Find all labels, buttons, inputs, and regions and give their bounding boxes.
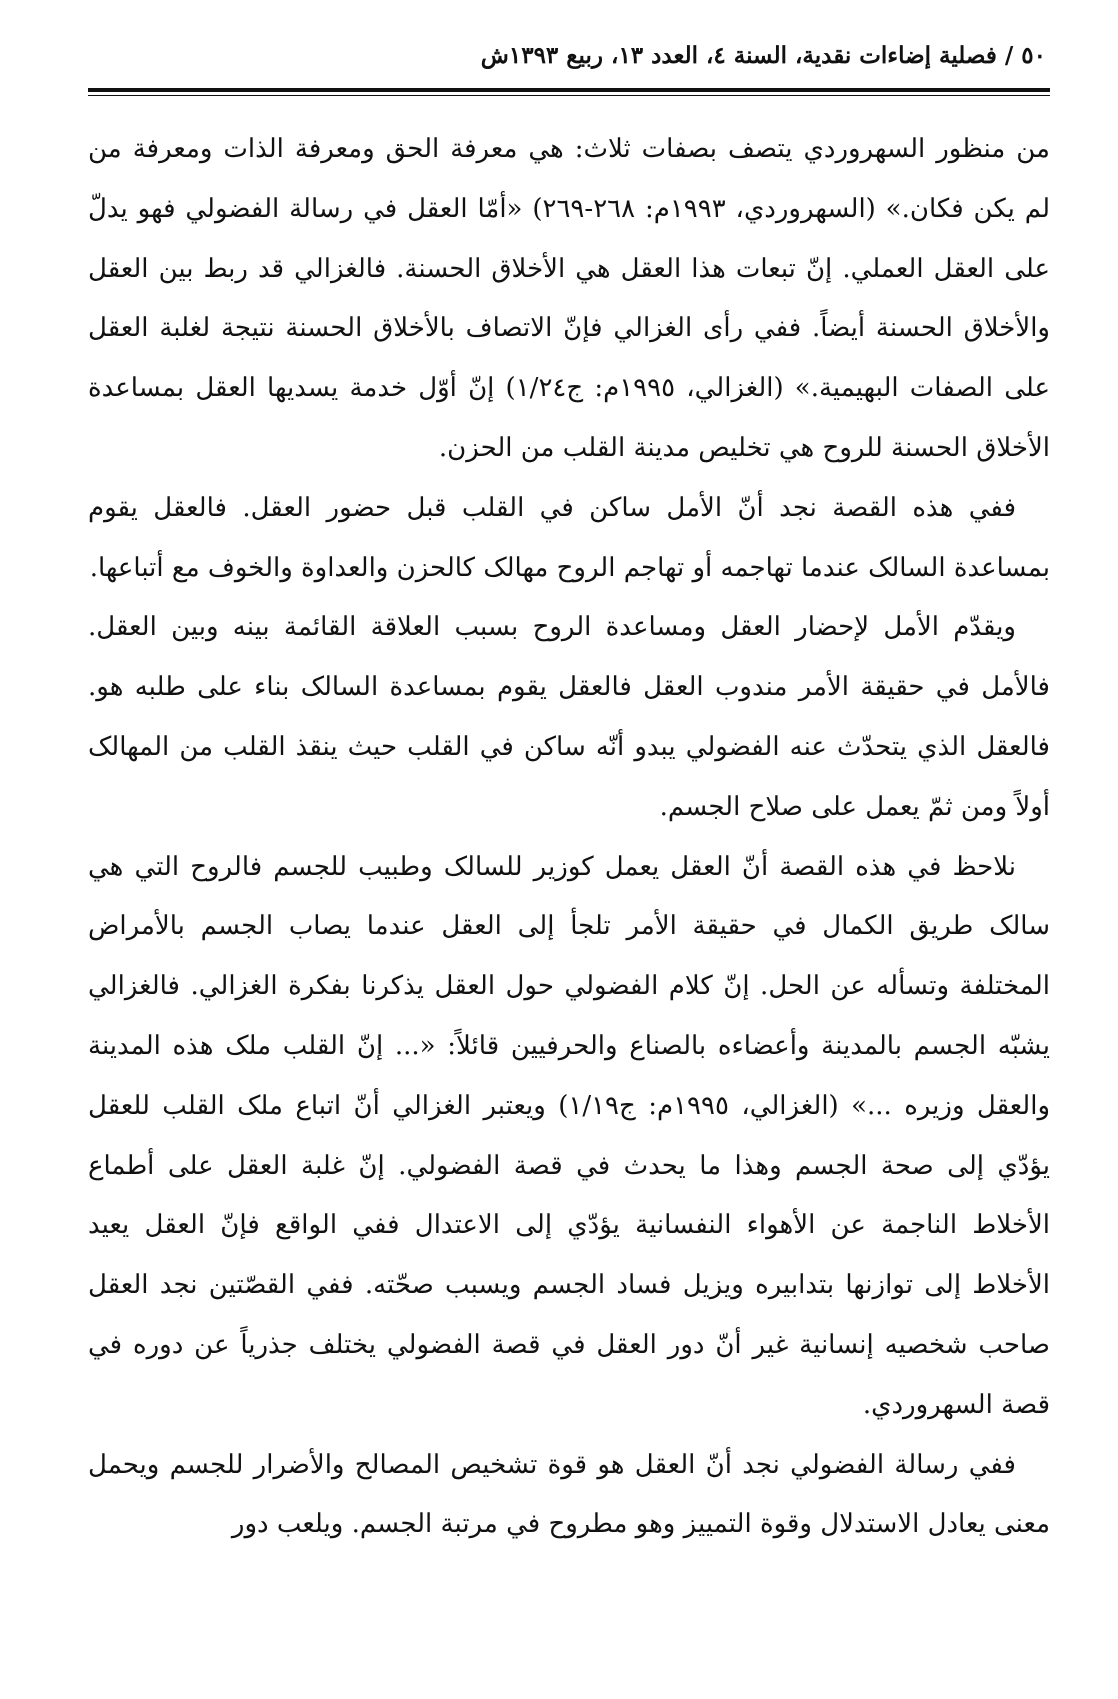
header-rule-thin xyxy=(88,95,1050,96)
body-text xyxy=(88,120,1050,1555)
paragraph-4: نلاحظ في هذه القصة أنّ العقل يعمل كوزير للسالک وطبيب للجسم فالروح التي هي سالک طريق الكمال في حقيقة الأمر تلجأ إلى العقل عندما يصاب الجسم بالأمراض المختلفة وتسأله عن الحل. إنّ كلام الفضولي حول العقل يذكرنا بفكرة الغزالي. فالغزالي يشبّه الجسم بالمدينة وأعضاءه بالصناع والحرفيين قائلاً: «... إنّ القلب ملک هذه المدينة والعقل وزيره ...» (الغزالي، ١٩٩٥م: ج١/١٩) ويعتبر الغزالي أنّ اتباع ملک القلب للعقل يؤدّي إلى صحة الجسم وهذا ما يحدث في قصة الفضولي. إنّ غلبة العقل على أطماع الأخلاط الناجمة عن الأهواء النفسانية يؤدّي إلى الاعتدال ففي الواقع فإنّ العقل يعيد الأخلاط إلى توازنها بتدابيره ويزيل فساد الجسم ويسبب صحّته. ففي القصّتين نجد العقل صاحب شخصيه إنسانية غير أنّ دور العقل في قصة الفضولي يختلف جذرياً عن دوره في قصة السهروردي. xyxy=(88,851,1050,1420)
running-header: ٥٠ / فصلية إضاءات نقدية، السنة ٤، العدد ١٣، ربيع ١٣٩٣ش xyxy=(480,42,1046,69)
paragraph-3: ويقدّم الأمل لإحضار العقل ومساعدة الروح بسبب العلاقة القائمة بينه وبين العقل. فالأمل في حقيقة الأمر مندوب العقل فالعقل يقوم بمساعدة السالک بناء على طلبه هو. فالعقل الذي يتحدّث عنه الفضولي يبدو أنّه ساكن في القلب حيث ينقذ القلب من المهالک أولاً ومن ثمّ يعمل على صلاح الجسم. xyxy=(88,612,1050,822)
paragraph-5: ففي رسالة الفضولي نجد أنّ العقل هو قوة تشخيص المصالح والأضرار للجسم ويحمل معنى يعادل الاستدلال وقوة التمييز وهو مطروح في مرتبة الجسم. ويلعب دور xyxy=(88,1449,1050,1540)
journal-page xyxy=(88,36,1050,1555)
header-rule-thick xyxy=(88,88,1050,92)
paragraph-1: من منظور السهروردي يتصف بصفات ثلاث: هي معرفة الحق ومعرفة الذات ومعرفة من لم يكن فكان.» (السهروردي، ١٩٩٣م: ٢٦٨-٢٦٩) «أمّا العقل في رسالة الفضولي فهو يدلّ على العقل العملي. إنّ تبعات هذا العقل هي الأخلاق الحسنة. فالغزالي قد ربط بين العقل والأخلاق الحسنة أيضاً. ففي رأى الغزالي فإنّ الاتصاف بالأخلاق الحسنة نتيجة لغلبة العقل على الصفات البهيمية.» (الغزالي، ١٩٩٥م: ج١/٢٤) إنّ أوّل خدمة يسديها العقل بمساعدة الأخلاق الحسنة للروح هي تخليص مدينة القلب من الحزن. xyxy=(88,134,1051,463)
paragraph-2: ففي هذه القصة نجد أنّ الأمل ساكن في القلب قبل حضور العقل. فالعقل يقوم بمساعدة السالک عندما تهاجمه أو تهاجم الروح مهالک کالحزن والعداوة والخوف مع أتباعها. xyxy=(88,492,1050,583)
